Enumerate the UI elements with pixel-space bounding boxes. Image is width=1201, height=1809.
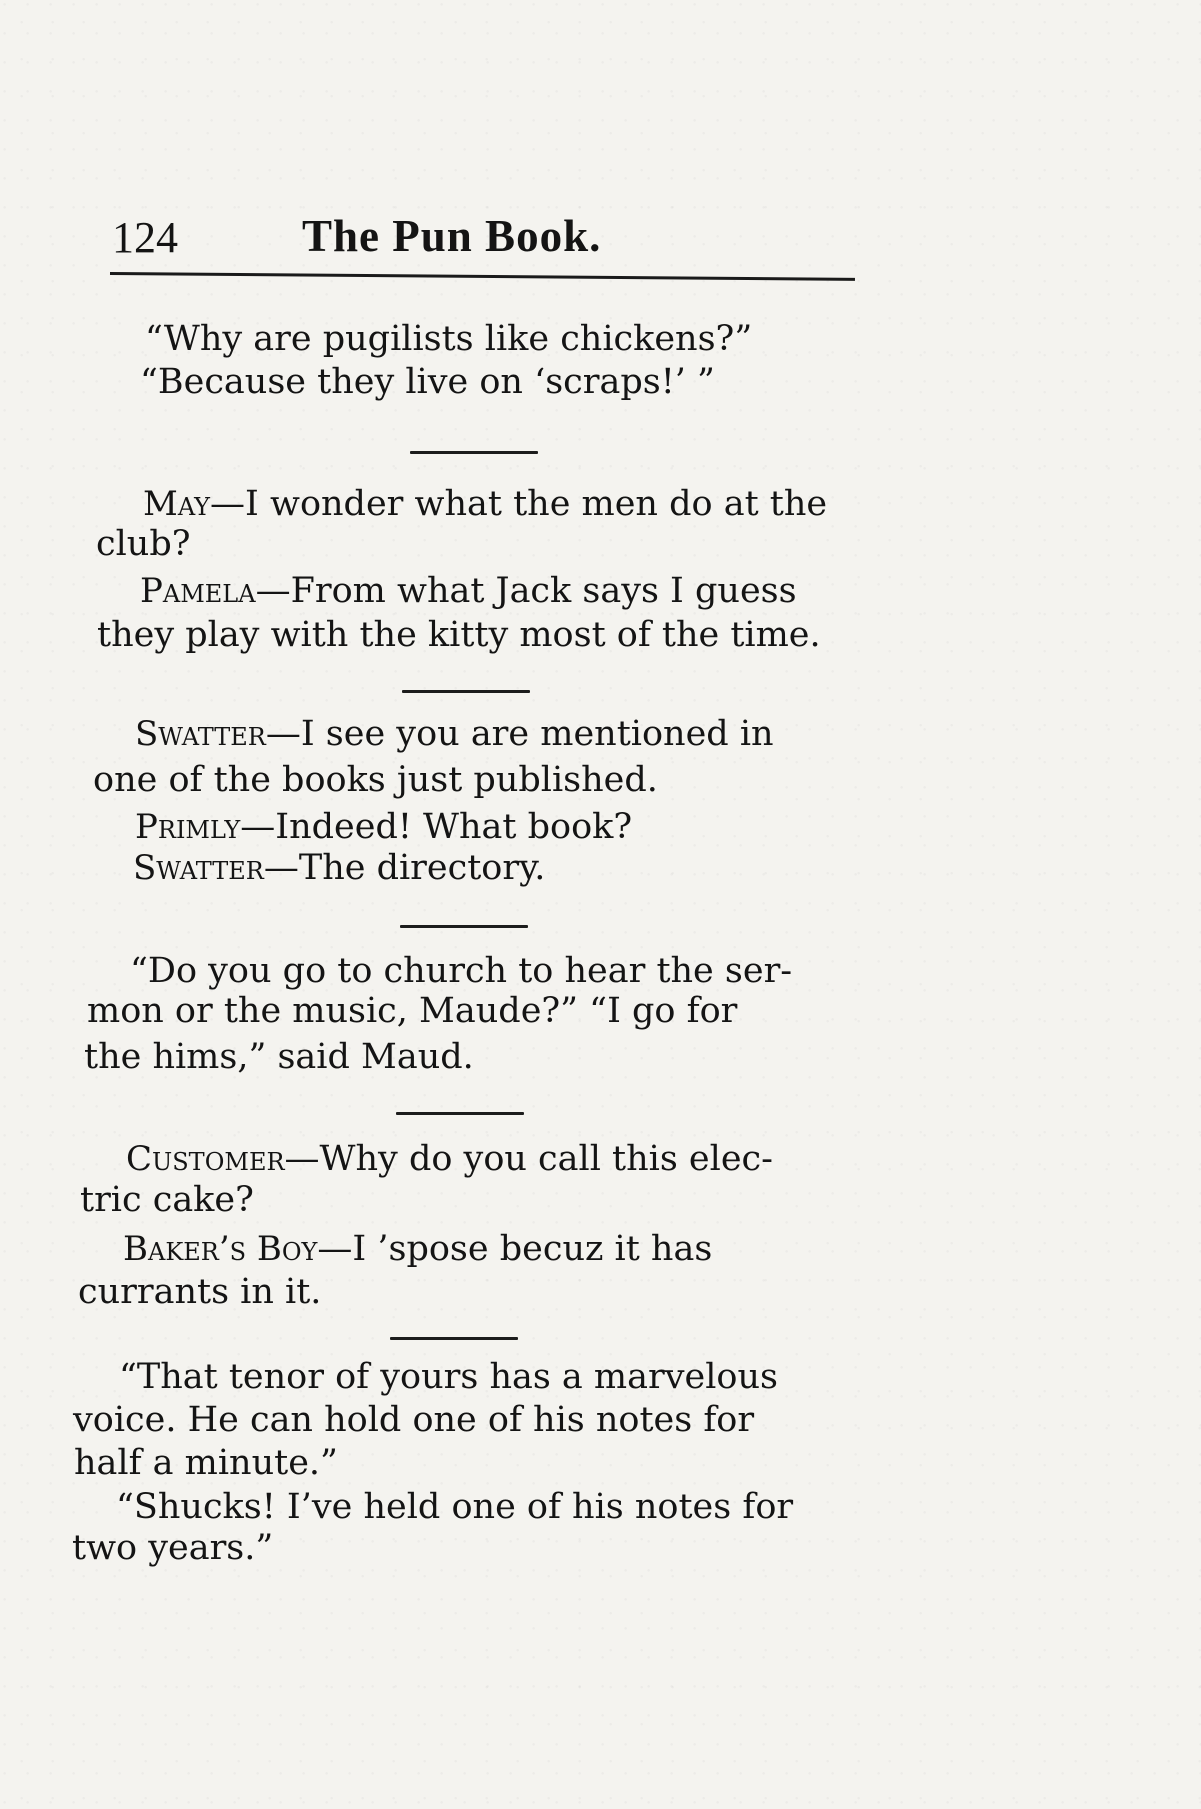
joke-separator	[410, 451, 538, 454]
joke-4-line-3: the hims,” said Maud.	[84, 1037, 474, 1077]
dialogue-text: —The directory.	[263, 848, 546, 888]
dialogue-text: —I ’spose becuz it has	[317, 1229, 713, 1269]
joke-4-line-1: “Do you go to church to hear the ser-	[130, 951, 793, 991]
joke-2-line-3	[140, 571, 797, 611]
joke-6-line-2: voice. He can hold one of his notes for	[73, 1400, 755, 1440]
dialogue-text: —From what Jack says I guess	[255, 571, 797, 611]
joke-5-line-3	[123, 1229, 713, 1269]
joke-3-line-3	[135, 807, 633, 847]
joke-3-line-1	[135, 714, 774, 754]
joke-6-line-3: half a minute.”	[74, 1443, 338, 1483]
speaker-name: May	[143, 484, 211, 524]
speaker-name: Customer	[126, 1139, 285, 1179]
joke-2-line-4: they play with the kitty most of the time.	[97, 615, 821, 655]
speaker-name: Primly	[135, 807, 241, 847]
joke-separator	[402, 690, 530, 693]
joke-1-question: “Why are pugilists like chickens?”	[145, 319, 753, 359]
joke-separator	[396, 1112, 524, 1115]
speaker-name: Swatter	[133, 848, 264, 888]
joke-6-line-4: “Shucks! I’ve held one of his notes for	[116, 1487, 794, 1527]
page-number: 124	[112, 213, 178, 262]
speaker-name: Baker’s Boy	[123, 1229, 318, 1269]
joke-4-line-2: mon or the music, Maude?” “I go for	[87, 991, 738, 1031]
speaker-name: Pamela	[140, 571, 256, 611]
joke-5-line-2: tric cake?	[80, 1180, 254, 1220]
joke-separator	[390, 1337, 518, 1340]
joke-6-line-1: “That tenor of yours has a marvelous	[119, 1357, 778, 1397]
dialogue-text: —Indeed! What book?	[240, 807, 633, 847]
joke-5-line-1	[126, 1139, 773, 1179]
dialogue-text: —I wonder what the men do at the	[210, 484, 828, 524]
joke-6-line-5: two years.”	[72, 1528, 274, 1568]
joke-3-line-4	[133, 848, 546, 888]
joke-separator	[400, 925, 528, 928]
joke-3-line-2: one of the books just published.	[93, 760, 658, 800]
dialogue-text: —Why do you call this elec-	[284, 1139, 773, 1179]
dialogue-text: —I see you are mentioned in	[265, 714, 774, 754]
joke-5-line-4: currants in it.	[78, 1272, 322, 1312]
joke-2-line-2: club?	[96, 524, 191, 564]
joke-1-answer: “Because they live on ‘scraps!’ ”	[140, 362, 715, 402]
book-title: The Pun Book.	[302, 211, 602, 261]
joke-2-line-1	[143, 484, 828, 524]
speaker-name: Swatter	[135, 714, 266, 754]
